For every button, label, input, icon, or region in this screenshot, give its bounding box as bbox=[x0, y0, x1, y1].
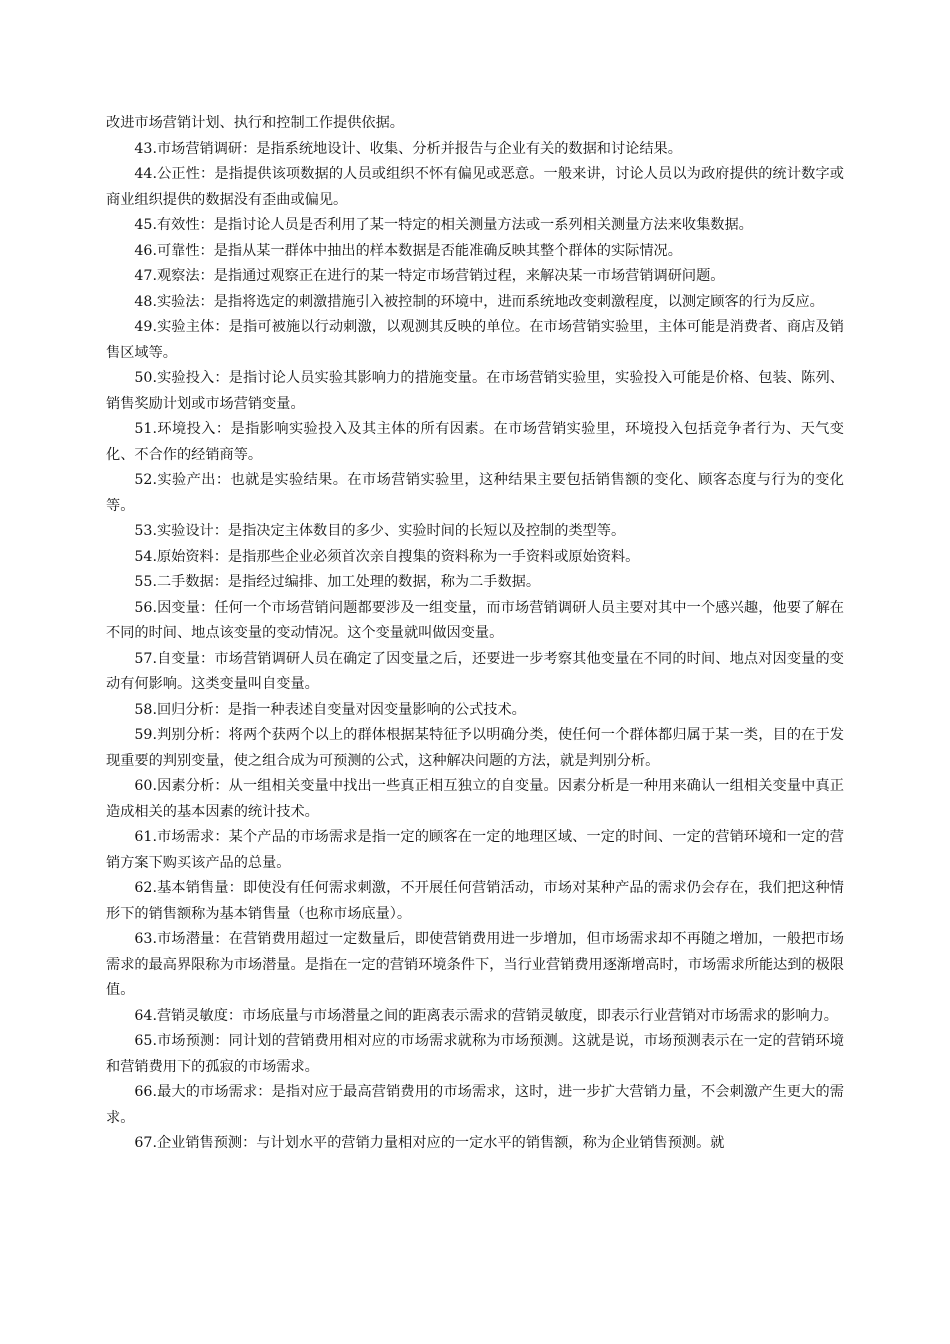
definition-43: 43.市场营销调研：是指系统地设计、收集、分析并报告与企业有关的数据和讨论结果。 bbox=[134, 140, 682, 157]
definition-50: 50.实验投入：是指讨论人员实验其影响力的措施变量。在市场营销实验里，实验投入可能是价格、包装、陈列、销售奖励计划或市场营销变量。 bbox=[106, 370, 844, 412]
lead-line: 改进市场营销计划、执行和控制工作提供依据。 bbox=[106, 115, 404, 131]
definition-55: 55.二手数据：是指经过编排、加工处理的数据，称为二手数据。 bbox=[134, 574, 541, 590]
definition-62: 62.基本销售量：即使没有任何需求刺激，不开展任何营销活动，市场对某种产品的需求仍会存在，我们把这种情形下的销售额称为基本销售量（也称市场底量）。 bbox=[106, 880, 844, 922]
definition-49: 49.实验主体：是指可被施以行动刺激，以观测其反映的单位。在市场营销实验里，主体可能是消费者、商店及销售区域等。 bbox=[106, 319, 844, 361]
definition-47: 47.观察法：是指通过观察正在进行的某一特定市场营销过程，来解决某一市场营销调研问题。 bbox=[134, 268, 725, 284]
definition-66: 66.最大的市场需求：是指对应于最高营销费用的市场需求，这时，进一步扩大营销力量，不会刺激产生更大的需求。 bbox=[106, 1084, 844, 1126]
definition-67: 67.企业销售预测：与计划水平的营销力量相对应的一定水平的销售额，称为企业销售预测。就 bbox=[134, 1135, 725, 1151]
definition-45: 45.有效性：是指讨论人员是否利用了某一特定的相关测量方法或一系列相关测量方法来收集数据。 bbox=[134, 217, 753, 233]
definition-56: 56.因变量：任何一个市场营销问题都要涉及一组变量，而市场营销调研人员主要对其中一个感兴趣，他要了解在不同的时间、地点该变量的变动情况。这个变量就叫做因变量。 bbox=[106, 599, 844, 641]
definition-57: 57.自变量：市场营销调研人员在确定了因变量之后，还要进一步考察其他变量在不同的时间、地点对因变量的变动有何影响。这类变量叫自变量。 bbox=[106, 650, 844, 692]
document-body bbox=[106, 111, 844, 1157]
definition-59: 59.判别分析：将两个获两个以上的群体根据某特征予以明确分类，使任何一个群体都归属于某一类，目的在于发现重要的判别变量，使之组合成为可预测的公式，这种解决问题的方法，就是判别分析。 bbox=[106, 727, 844, 769]
definition-51: 51.环境投入：是指影响实验投入及其主体的所有因素。在市场营销实验里，环境投入包括竞争者行为、天气变化、不合作的经销商等。 bbox=[106, 421, 844, 463]
definition-46: 46.可靠性：是指从某一群体中抽出的样本数据是否能准确反映其整个群体的实际情况。 bbox=[134, 242, 682, 259]
definition-64: 64.营销灵敏度：市场底量与市场潜量之间的距离表示需求的营销灵敏度，即表示行业营销对市场需求的影响力。 bbox=[134, 1007, 838, 1024]
definition-63: 63.市场潜量：在营销费用超过一定数量后，即使营销费用进一步增加，但市场需求却不再随之增加，一般把市场需求的最高界限称为市场潜量。是指在一定的营销环境条件下，当行业营销费用逐渐增高时，市场需求所能达到的极限值。 bbox=[106, 931, 844, 998]
definition-60: 60.因素分析：从一组相关变量中找出一些真正相互独立的自变量。因素分析是一种用来确认一组相关变量中真正造成相关的基本因素的统计技术。 bbox=[106, 778, 844, 820]
definition-44: 44.公正性：是指提供该项数据的人员或组织不怀有偏见或恶意。一般来讲，讨论人员以为政府提供的统计数字或商业组织提供的数据没有歪曲或偏见。 bbox=[106, 166, 844, 208]
definition-61: 61.市场需求：某个产品的市场需求是指一定的顾客在一定的地理区域、一定的时间、一定的营销环境和一定的营销方案下购买该产品的总量。 bbox=[106, 829, 844, 871]
definition-58: 58.回归分析：是指一种表述自变量对因变量影响的公式技术。 bbox=[134, 701, 526, 718]
definition-52: 52.实验产出：也就是实验结果。在市场营销实验里，这种结果主要包括销售额的变化、顾客态度与行为的变化等。 bbox=[106, 472, 844, 514]
definition-48: 48.实验法：是指将选定的刺激措施引入被控制的环境中，进而系统地改变刺激程度，以测定顾客的行为反应。 bbox=[134, 293, 824, 310]
definition-65: 65.市场预测：同计划的营销费用相对应的市场需求就称为市场预测。这就是说，市场预测表示在一定的营销环境和营销费用下的孤寂的市场需求。 bbox=[106, 1033, 844, 1075]
definition-54: 54.原始资料：是指那些企业必须首次亲自搜集的资料称为一手资料或原始资料。 bbox=[134, 548, 640, 565]
definition-53: 53.实验设计：是指决定主体数目的多少、实验时间的长短以及控制的类型等。 bbox=[134, 523, 626, 539]
